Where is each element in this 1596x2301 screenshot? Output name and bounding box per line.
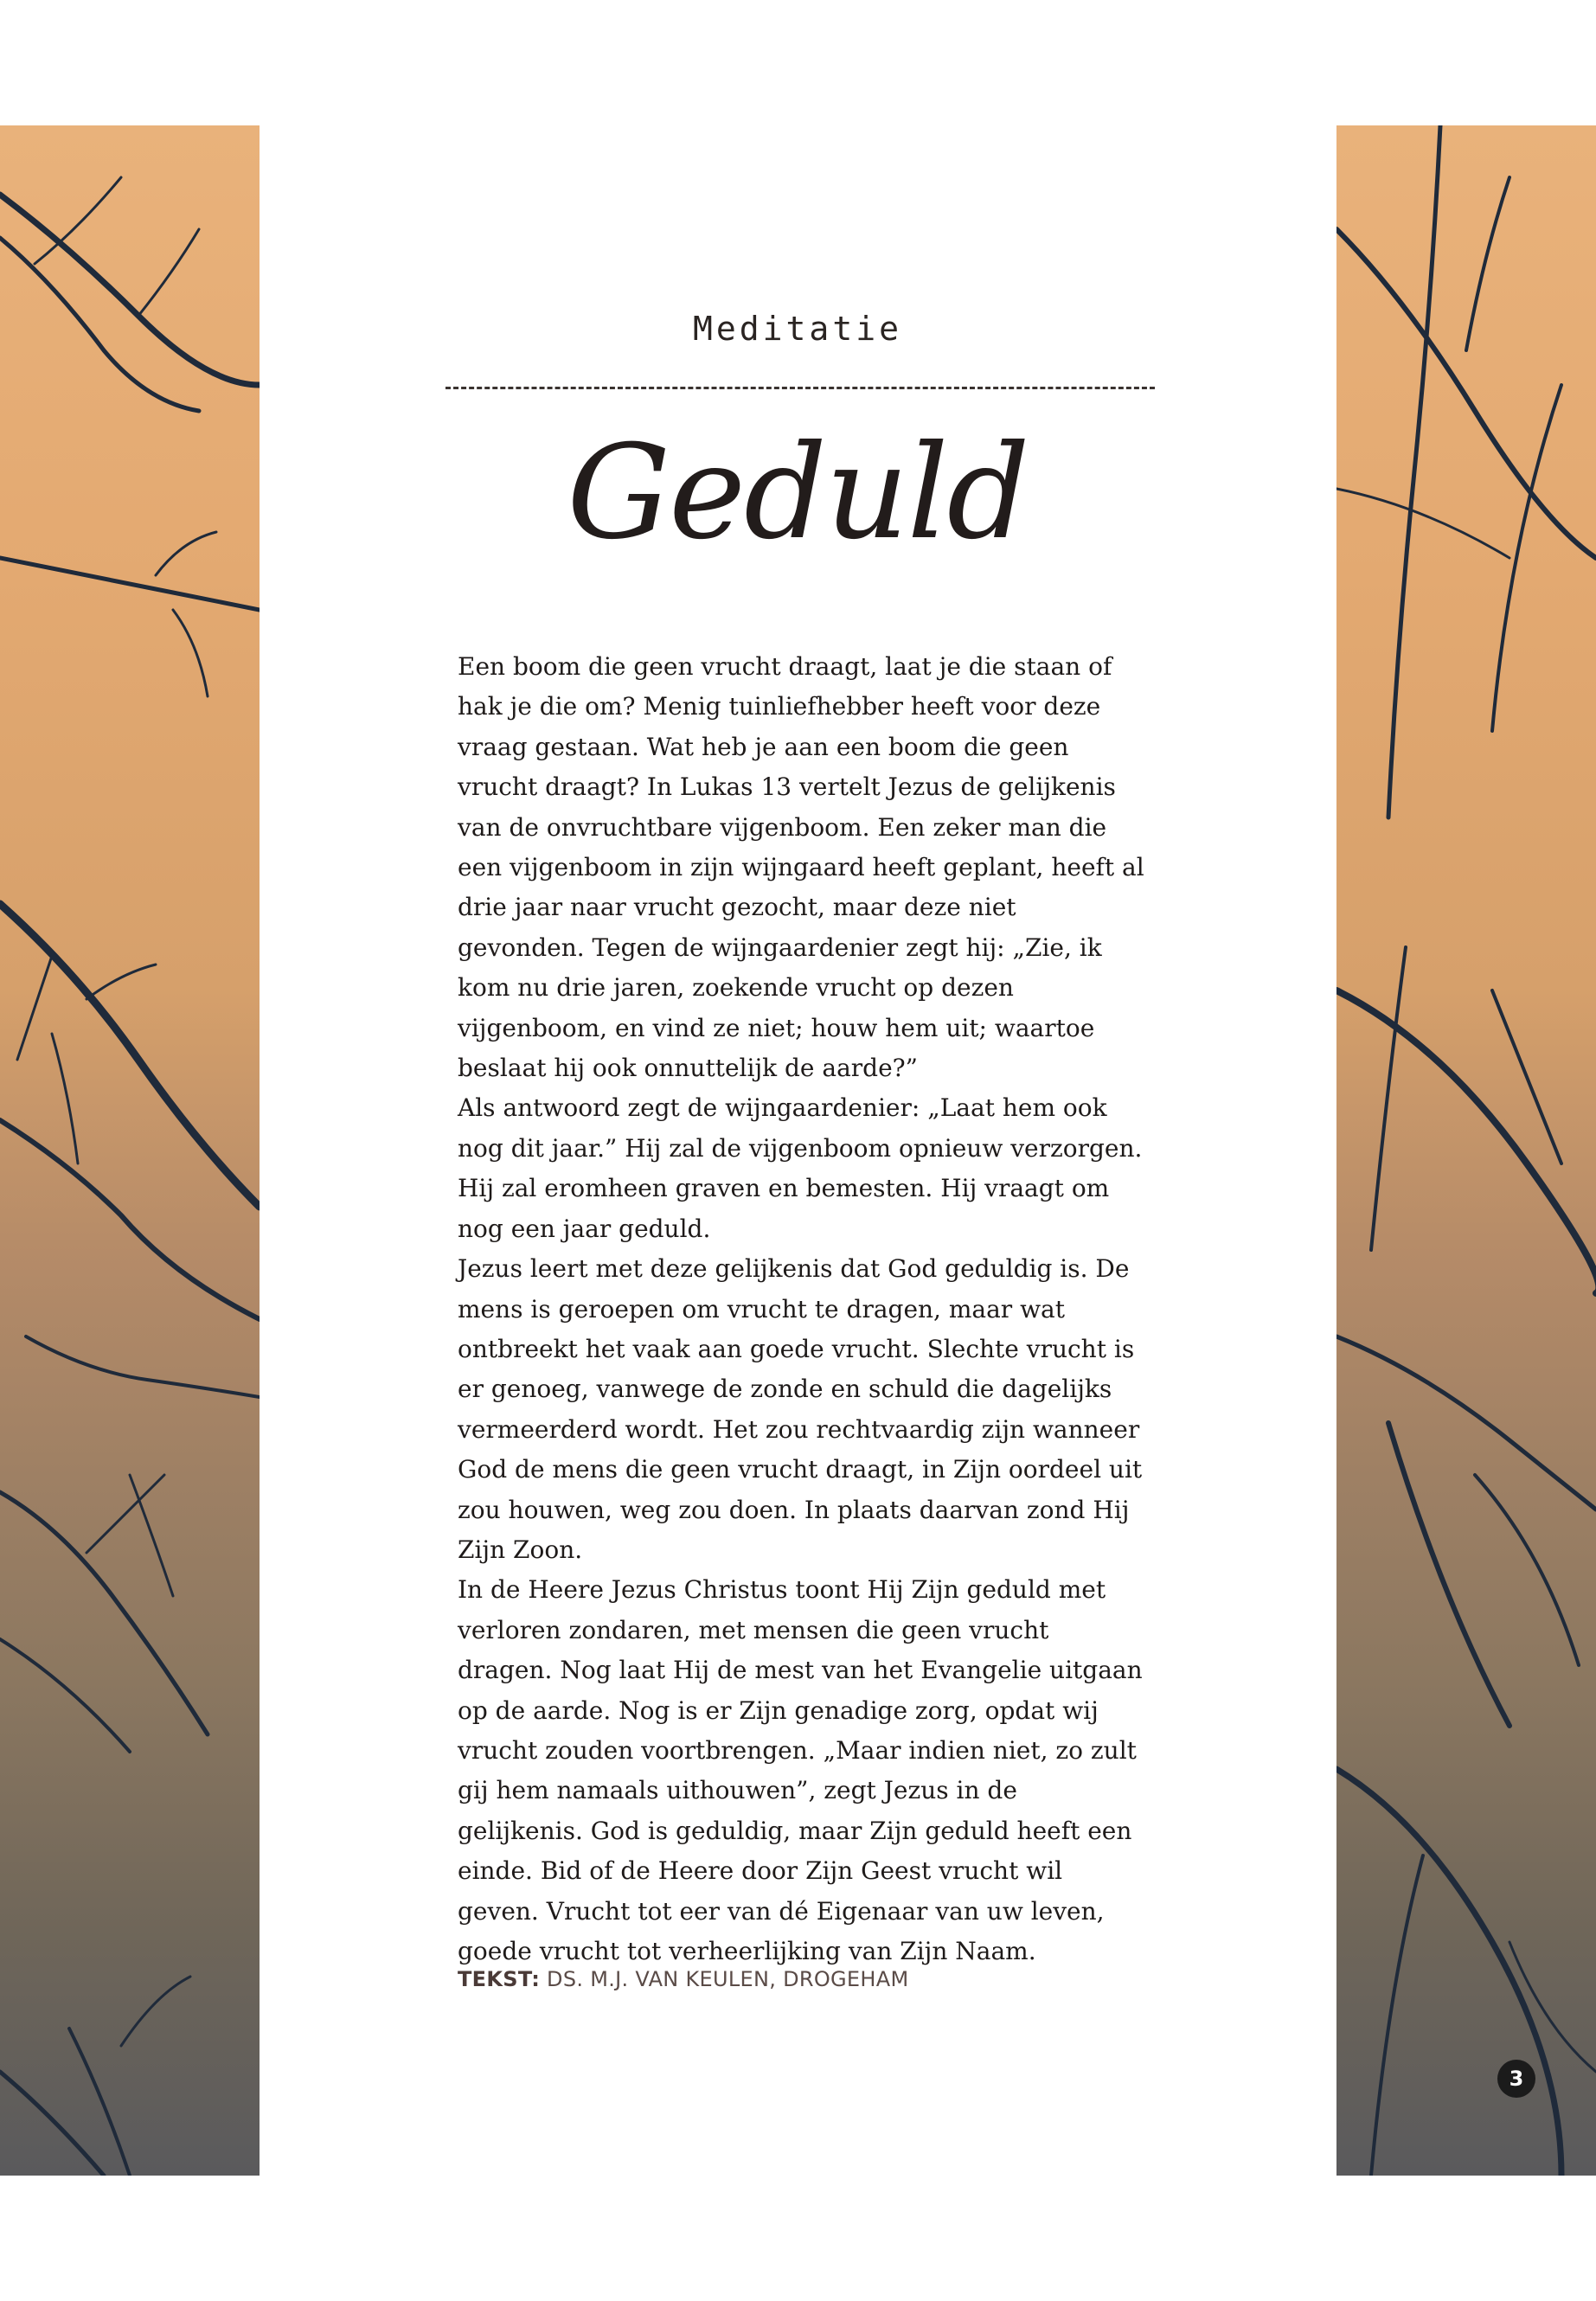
left-photo-panel (0, 125, 260, 2176)
page-number-badge: 3 (1497, 2060, 1535, 2098)
article-body (458, 647, 1150, 1971)
bare-branches-image (1336, 125, 1596, 2176)
credit-label: TEKST: (458, 1967, 541, 1991)
body-paragraph: Als antwoord zegt de wijngaardenier: „Laat hem ook nog dit jaar.” Hij zal de vijgenboom opnieuw verzorgen. Hij zal eromheen graven en bemesten. Hij vraagt om nog een jaar geduld. (458, 1093, 1143, 1243)
right-photo-panel (1336, 125, 1596, 2176)
credit-author: DS. M.J. VAN KEULEN, DROGEHAM (547, 1967, 909, 1991)
bare-branches-image (0, 125, 260, 2176)
section-kicker: Meditatie (693, 310, 902, 348)
body-paragraph: Een boom die geen vrucht draagt, laat je die staan of hak je die om? Menig tuinliefhebber heeft voor deze vraag gestaan. Wat heb je aan een boom die geen vrucht draagt? In Lukas 13 vertelt Jezus de gelijkenis van de onvruchtbare vijgenboom. Een zeker man die een vijgenboom in zijn wijngaard heeft geplant, heeft al drie jaar naar vrucht gezocht, maar deze niet gevonden. Tegen de wijngaardenier zegt hij: „Zie, ik kom nu drie jaren, zoekende vrucht op dezen vijgenboom, en vind ze niet; houw hem uit; waartoe beslaat hij ook onnuttelijk de aarde?” (458, 652, 1144, 1083)
article-title: Geduld (567, 418, 1029, 568)
body-paragraph: Jezus leert met deze gelijkenis dat God geduldig is. De mens is geroepen om vrucht te dragen, maar wat ontbreekt het vaak aan goede vrucht. Slechte vrucht is er genoeg, vanwege de zonde en schuld die dagelijks vermeerderd wordt. Het zou rechtvaardig zijn wanneer God de mens die geen vrucht draagt, in Zijn oordeel uit zou houwen, weg zou doen. In plaats daarvan zond Hij Zijn Zoon. (458, 1254, 1143, 1564)
body-paragraph: In de Heere Jezus Christus toont Hij Zijn geduld met verloren zondaren, met mensen die geen vrucht dragen. Nog laat Hij de mest van het Evangelie uitgaan op de aarde. Nog is er Zijn genadige zorg, opdat wij vrucht zouden voortbrengen. „Maar indien niet, zo zult gij hem namaals uithouwen”, zegt Jezus in de gelijkenis. God is geduldig, maar Zijn geduld heeft een einde. Bid of de Heere door Zijn Geest vrucht wil geven. Vrucht tot eer van dé Eigenaar van uw leven, goede vrucht tot verheerlijking van Zijn Naam. (458, 1575, 1143, 1965)
author-credit (458, 1967, 908, 1991)
dashed-divider (445, 387, 1155, 389)
